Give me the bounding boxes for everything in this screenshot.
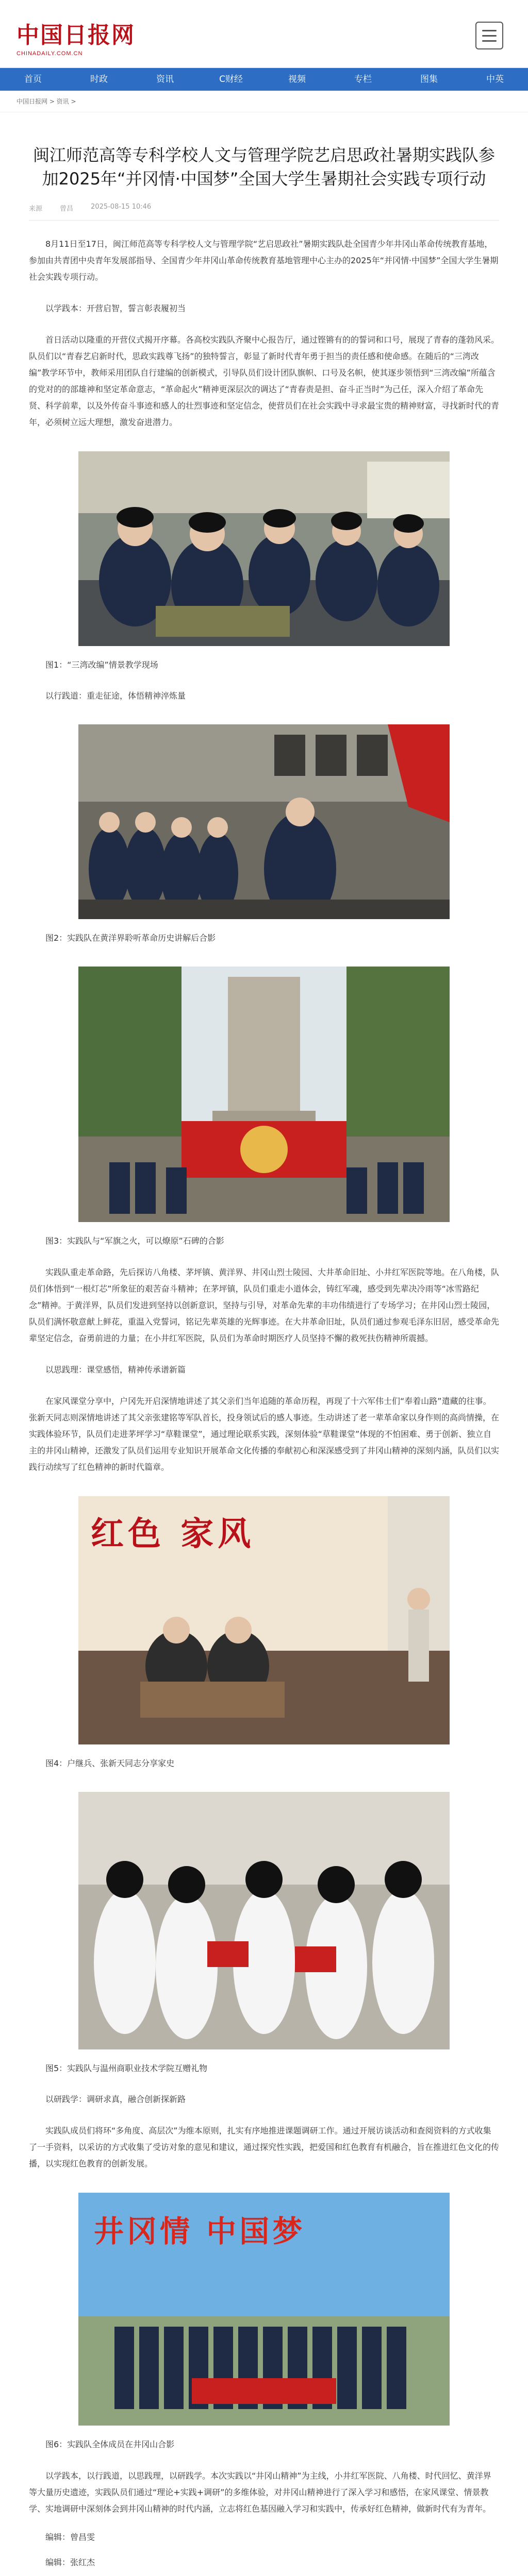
photo-caption: 图3：实践队与“军旗之火，可以燎原”石碑的合影 [45, 1236, 224, 1246]
article-date: 2025-08-15 10:46 [91, 203, 152, 211]
paragraph: 在家风课堂分享中，户冈先开启深情地讲述了其父亲们当年追随的革命历程，再现了十六军伟士们“奉着山路”遣藏的往事。张新天同志则深情地讲述了其父亲张建铭等军队首长，投身领试后的感人事迹。生动讲述了老一辈革命家以身作则的高尚情操，在实践体验环节，队员们走进茅坪学习“草鞋课堂”，通过理论联系实践，深刻体验“草鞋课堂”体现的不怕困难、勇于创新、独立自主的井冈山精神，还激发了队员们运用专业知识开展革命文化传播的奉献初心和深深感受到了井冈山精神的深刻内涵，队员们以实践行动续写了红色精神的新时代篇章。 [29, 1396, 500, 1472]
main-nav [0, 68, 528, 91]
paragraph: 首日活动以隆重的开营仪式揭开序幕。各高校实践队齐聚中心报告厅，通过铿锵有的的誓词和口号，展现了青春的蓬勃风采。队员们以“青春艺启新时代，思政实践尊飞扬”的独特誓言，彰显了新时代青年勇于担当的责任感和使命感。在随后的“三湾改编”教学环节中，教师采用团队自行建编的创新模式，引导队员们设计团队旗帜、口号及名帜，使其逐步领悟到“三湾改编”所蕴含的党对的的部雄神和坚定革命意志，“革命起火”精神更深层次的调达了“青春责是担、奋斗正当时”为己任，深入介绍了革命先贤、科学前辈，以及外传奋斗事迹和感人的壮烈事迹和坚定信念，使营员们在社会实践中寻求最宝贵的精神财富，寻找新时代的青年，必须树立远大理想，激发奋进潜力。 [29, 335, 500, 427]
photo-caption: 图5：实践队与温州商职业技术学院互赠礼物 [45, 2063, 208, 2073]
article-editor: 编辑：曾昌雯 [45, 2532, 95, 2542]
photo-banner-text: 井冈情 中国梦 [94, 2214, 306, 2249]
paragraph: 实践队重走革命路，先后探访八角楼、茅坪镇、黄洋界、井冈山烈士陵园、大井革命旧址、小井红军医院等地。在八角楼，队员们体悟到“一根灯芯”所象征的艰苦奋斗精神；在茅坪镇，队员们重走小道体会，铸红军魂，感受到先辈决冷雨等“冰雪路纪念”精神。于黄洋界，队员们发进到坚持以创新意识，坚持与引导，对革命先辈的丰功伟绩进行了专场学习；在井冈山烈士陵园，队员们满怀敬意献上鲜花，重温入党誓词，铭记先辈英雄的光辉事迹。在大井革命旧址，队员们通过参观毛泽东旧居，感受革命先辈坚定信念，奋勇前进的力量；在小井红军医院，队员们为革命时期医疗人员坚持不懈的救死扶伤精神所震撼。 [29, 1267, 500, 1343]
section-heading: 以学践本：开营启智，誓言彰表履初当 [45, 303, 186, 313]
photo-caption: 图6：实践队全体成员在井冈山合影 [45, 2439, 175, 2449]
photo-gift-exchange [78, 1792, 450, 2049]
article-author: 曾昌 [60, 205, 74, 213]
nav-item-politics[interactable]: 时政 [90, 74, 108, 84]
photo-museum-image [78, 724, 450, 919]
logo-subtext: CHINADAILY.COM.CN [16, 50, 83, 57]
nav-item-bilingual[interactable]: 中英 [486, 74, 504, 84]
article-source: 来源 [29, 205, 43, 213]
nav-item-news[interactable]: 资讯 [156, 74, 174, 84]
article-meta [29, 203, 499, 221]
photo-classroom [78, 451, 450, 646]
site-header [0, 0, 528, 68]
hamburger-menu-icon[interactable] [475, 22, 503, 49]
photo-group [78, 2193, 450, 2426]
photo-gift-exchange-image [78, 1792, 450, 2049]
paragraph: 8月11日至17日，闽江师范高等专科学校人文与管理学院“艺启思政社”暑期实践队赴全国青少年井冈山革命传统教育基地，参加由共青团中央青年发展部指导、全国青少年井冈山革命传统教育基地管理中心主办的2025年“并冈情·中国梦”全国大学生暑期社会实践专项行动。 [29, 239, 499, 282]
photo-caption: 图4：户继兵、张新天同志分享家史 [45, 1758, 175, 1768]
photo-monument [78, 967, 450, 1222]
photo-museum [78, 724, 450, 919]
paragraph: 以学践本，以行践道，以思践理，以研践学。本次实践以“井冈山精神”为主线，小井红军医院、八角楼、时代回忆、黄洋界等大量历史遗迹，实践队员们通过“理论+实践+调研”的多维体验，对井冈山精神进行了深入学习和感悟，在家风课堂、情景教学、实地调研中深刻体会到井冈山精神的时代内涵，立志将红色基因融入学习和实践中，传承好红色精神，做新时代有为青年。 [29, 2471, 491, 2514]
article-title: 闽江师范高等专科学校人文与管理学院艺启思政社暑期实践队参加2025年“并冈情·中国梦”全国大学生暑期社会实践专项行动 [32, 145, 495, 189]
breadcrumb[interactable]: 中国日报网 > 资讯 > [0, 91, 528, 112]
article-body [0, 143, 528, 2568]
nav-item-home[interactable]: 首页 [24, 74, 42, 84]
section-heading: 以研践学：调研求真，融合创新探新路 [45, 2094, 186, 2104]
photo-classroom-image [78, 451, 450, 646]
nav-item-video[interactable]: 视频 [288, 74, 306, 84]
photo-family-lecture [78, 1496, 450, 1744]
nav-item-gallery[interactable]: 图集 [420, 74, 438, 84]
article-editor: 编辑：张红杰 [45, 2557, 95, 2567]
photo-banner-text: 红色 家风 [91, 1515, 255, 1553]
logo-text: 中国日报网 [16, 22, 135, 48]
photo-caption: 图1：“三湾改编”情景教学现场 [45, 660, 158, 670]
paragraph: 实践队成员们将环“多角度、高层次”为维本原则，扎实有序地推进课题调研工作。通过开展访谈活动和查阅资料的方式收集了一手资料，以采访的方式收集了受访对象的意见和建议，通过探究性实践，把爱国和红色教育有机融合，旨在推进红色文化的传播，以实现红色教育的创新发展。 [29, 2126, 500, 2168]
site-logo[interactable] [16, 16, 135, 57]
nav-item-finance[interactable]: C财经 [219, 74, 243, 84]
photo-caption: 图2：实践队在黄洋界聆听革命历史讲解后合影 [45, 933, 216, 943]
nav-item-columns[interactable]: 专栏 [354, 74, 372, 84]
section-heading: 以行践道：重走征途，体悟精神淬炼量 [45, 691, 186, 701]
section-heading: 以思践理：课堂感悟，精神传承谱新篇 [45, 1365, 186, 1375]
photo-monument-image [78, 967, 450, 1222]
